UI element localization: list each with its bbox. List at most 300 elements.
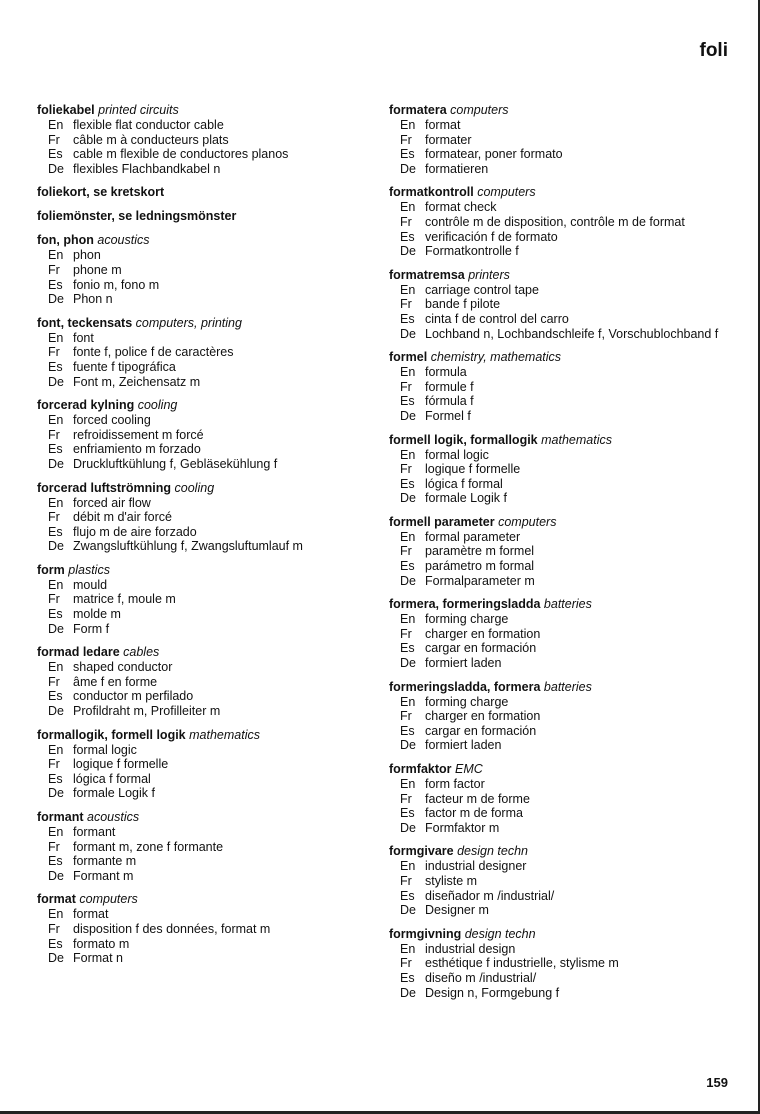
language-code: En: [400, 941, 416, 956]
headword: foliemönster,: [37, 209, 115, 224]
translation-line: [389, 738, 739, 753]
subject-field: printed circuits: [98, 103, 179, 117]
translation-line: [37, 786, 367, 801]
translation-text: factor m de forma: [425, 806, 523, 821]
translation-line: [389, 544, 739, 559]
translation-line: [389, 627, 739, 642]
language-code: Es: [400, 970, 415, 985]
entry-head: [37, 892, 367, 907]
translation-line: [37, 147, 367, 162]
translation-text: bande f pilote: [425, 297, 501, 312]
translation-line: [37, 607, 367, 622]
translation-line: [37, 854, 367, 869]
headword: foliekabel: [37, 103, 95, 117]
language-code: De: [400, 820, 416, 835]
translation-text: Zwangsluftkühlung f, Zwangsluftumlauf m: [73, 539, 303, 554]
headword: forcerad luftströmning: [37, 480, 172, 495]
subject-field: computers: [450, 103, 509, 117]
translation-text: formiert laden: [425, 738, 502, 753]
language-code: En: [400, 365, 416, 380]
headword: formad ledare: [37, 645, 120, 660]
translation-text: contrôle m de disposition, contrôle m de format: [425, 214, 685, 229]
translation-text: facteur m de forme: [425, 791, 530, 806]
translation-text: carriage control tape: [425, 282, 539, 297]
headword: formfaktor: [389, 762, 452, 776]
language-code: Fr: [400, 462, 412, 477]
translation-text: styliste m: [425, 873, 478, 888]
translation-line: [389, 903, 739, 918]
translation-line: [389, 956, 739, 971]
translation-text: Phon n: [73, 292, 113, 307]
language-code: De: [400, 738, 416, 753]
entry-head: [389, 103, 739, 118]
entry-head: [389, 433, 739, 448]
language-code: En: [48, 742, 64, 757]
translation-line: [37, 622, 367, 637]
translation-line: [389, 612, 739, 627]
translation-line: [37, 937, 367, 952]
entry-head: [389, 515, 739, 530]
dictionary-entry: [389, 515, 739, 588]
language-code: Fr: [48, 427, 60, 442]
translation-line: [389, 365, 739, 380]
language-code: Es: [48, 524, 63, 539]
subject-field: acoustics: [87, 810, 140, 824]
translation-line: [389, 380, 739, 395]
translation-text: formater: [425, 132, 472, 147]
translation-text: formant: [73, 825, 116, 839]
translation-line: [389, 530, 739, 545]
language-code: Es: [48, 442, 63, 457]
translation-text: lógica f formal: [425, 476, 503, 491]
translation-text: fonio m, fono m: [73, 277, 160, 292]
translation-text: format: [73, 907, 109, 922]
entry-head: [37, 728, 367, 743]
translation-line: [389, 162, 739, 177]
language-code: En: [400, 694, 416, 709]
translation-text: Formatkontrolle f: [425, 244, 519, 259]
language-code: De: [48, 161, 64, 176]
translation-line: [37, 757, 367, 772]
translation-line: [389, 942, 739, 957]
translation-text: Formalparameter m: [425, 573, 535, 588]
subject-field: design techn: [464, 926, 536, 941]
translation-line: [389, 874, 739, 889]
dictionary-entry: [37, 209, 367, 224]
language-code: Fr: [48, 674, 60, 689]
language-code: Es: [48, 277, 63, 292]
dictionary-entry: [37, 481, 367, 554]
translation-line: [389, 244, 739, 259]
subject-field: cooling: [174, 480, 215, 495]
entry-head: [37, 209, 367, 224]
translation-line: [389, 215, 739, 230]
translation-line: [37, 360, 367, 375]
language-code: Es: [400, 394, 415, 409]
language-code: De: [48, 292, 64, 307]
subject-field: computers: [79, 892, 138, 907]
dictionary-entry: [389, 433, 739, 506]
language-code: De: [48, 704, 64, 719]
language-code: Es: [400, 641, 415, 656]
headword: format: [37, 892, 76, 907]
translation-line: [389, 777, 739, 792]
language-code: Es: [400, 476, 415, 491]
language-code: De: [48, 374, 64, 389]
subject-field: cooling: [137, 398, 178, 413]
dictionary-entry: [389, 185, 739, 258]
translation-text: câble m à conducteurs plats: [73, 132, 229, 147]
translation-text: diseño m /industrial/: [425, 970, 537, 985]
dictionary-entry: [389, 680, 739, 753]
right-column: [389, 103, 739, 1009]
headword: fon, phon: [37, 233, 94, 248]
translation-text: fonte f, police f de caractères: [73, 345, 234, 360]
translation-text: format: [425, 118, 461, 132]
dictionary-entry: [37, 316, 367, 389]
entry-head: [389, 762, 739, 777]
translation-text: formatieren: [425, 161, 489, 176]
language-code: Fr: [48, 757, 60, 772]
dictionary-entry: [389, 350, 739, 423]
language-code: Fr: [400, 297, 412, 312]
subject-field: mathematics: [189, 727, 260, 742]
translation-text: phone m: [73, 262, 122, 277]
translation-line: [37, 162, 367, 177]
translation-text: paramètre m formel: [425, 544, 535, 559]
language-code: De: [400, 985, 416, 1000]
translation-line: [37, 907, 367, 922]
page-number: 159: [706, 1075, 728, 1090]
translation-line: [37, 442, 367, 457]
dictionary-entry: [37, 185, 367, 200]
language-code: De: [400, 161, 416, 176]
entry-head: [389, 185, 739, 200]
subject-field: cables: [123, 645, 160, 660]
translation-line: [37, 428, 367, 443]
language-code: Fr: [48, 132, 60, 147]
translation-text: lógica f formal: [73, 771, 151, 786]
translation-line: [389, 462, 739, 477]
language-code: De: [400, 656, 416, 671]
language-code: De: [400, 326, 416, 341]
translation-line: [389, 133, 739, 148]
translation-text: Formant m: [73, 868, 134, 883]
translation-text: forming charge: [425, 612, 509, 627]
language-code: Fr: [400, 709, 412, 724]
translation-line: [37, 578, 367, 593]
translation-line: [389, 147, 739, 162]
headword: formgivare: [389, 844, 454, 859]
translation-text: flexible flat conductor cable: [73, 118, 224, 132]
translation-line: [37, 457, 367, 472]
dictionary-entry: [37, 645, 367, 718]
translation-text: Design n, Formgebung f: [425, 985, 560, 1000]
translation-text: formal logic: [425, 447, 489, 462]
dictionary-entry: [389, 103, 739, 176]
entry-head: [37, 316, 367, 331]
language-code: Es: [48, 359, 63, 374]
translation-line: [389, 283, 739, 298]
translation-text: logique f formelle: [73, 757, 169, 772]
translation-line: [37, 704, 367, 719]
headword: foliekort,: [37, 185, 90, 200]
translation-line: [37, 525, 367, 540]
subject-field: batteries: [543, 679, 592, 694]
translation-line: [389, 792, 739, 807]
translation-line: [389, 695, 739, 710]
language-code: En: [48, 248, 64, 263]
language-code: En: [400, 118, 416, 132]
translation-text: industrial design: [425, 941, 516, 956]
dictionary-entry: [37, 810, 367, 883]
language-code: Fr: [400, 956, 412, 971]
dictionary-entry: [389, 597, 739, 670]
language-code: Fr: [48, 345, 60, 360]
subject-field: mathematics: [541, 432, 612, 447]
headword: formel: [389, 350, 428, 365]
translation-text: disposition f des données, format m: [73, 921, 271, 936]
translation-line: [389, 409, 739, 424]
translation-text: forced cooling: [73, 413, 151, 428]
dictionary-entry: [389, 927, 739, 1000]
translation-line: [389, 971, 739, 986]
translation-text: formule f: [425, 379, 474, 394]
translation-line: [37, 660, 367, 675]
translation-line: [389, 889, 739, 904]
translation-line: [389, 821, 739, 836]
translation-text: Form f: [73, 621, 110, 636]
translation-line: [37, 345, 367, 360]
translation-line: [389, 859, 739, 874]
dictionary-entry: [37, 892, 367, 965]
entry-head: [389, 844, 739, 859]
headword: formeringsladda, formera: [389, 679, 541, 694]
subject-field: design techn: [457, 844, 528, 859]
language-code: De: [400, 903, 416, 918]
translation-line: [37, 840, 367, 855]
language-code: De: [48, 456, 64, 471]
translation-line: [389, 327, 739, 342]
translation-text: formale Logik f: [73, 786, 155, 801]
dictionary-entry: [37, 563, 367, 636]
language-code: En: [48, 907, 64, 922]
translation-line: [37, 278, 367, 293]
translation-line: [389, 448, 739, 463]
translation-text: fórmula f: [425, 394, 474, 409]
language-code: En: [48, 660, 64, 675]
translation-text: matrice f, moule m: [73, 592, 176, 607]
translation-text: formal parameter: [425, 529, 521, 544]
translation-line: [37, 133, 367, 148]
translation-text: font: [73, 330, 94, 345]
language-code: Es: [400, 147, 415, 162]
entry-head: [37, 185, 367, 200]
language-code: Fr: [48, 262, 60, 277]
entry-head: [37, 481, 367, 496]
dictionary-entry: [389, 268, 739, 341]
translation-line: [389, 394, 739, 409]
translation-line: [37, 375, 367, 390]
language-code: En: [400, 529, 416, 544]
cross-reference: se ledningsmönster: [118, 209, 237, 224]
translation-line: [389, 312, 739, 327]
translation-line: [37, 331, 367, 346]
translation-line: [37, 869, 367, 884]
translation-text: enfriamiento m forzado: [73, 442, 201, 457]
translation-text: charger en formation: [425, 709, 541, 724]
subject-field: acoustics: [97, 233, 150, 248]
translation-text: flujo m de aire forzado: [73, 524, 197, 539]
subject-field: computers, printing: [135, 315, 242, 330]
translation-text: cargar en formación: [425, 641, 537, 656]
headword: form: [37, 562, 65, 577]
translation-line: [37, 496, 367, 511]
translation-line: [389, 574, 739, 589]
translation-text: Druckluftkühlung f, Gebläsekühlung f: [73, 456, 278, 471]
translation-text: format check: [425, 200, 497, 215]
language-code: En: [48, 118, 64, 132]
translation-text: âme f en forme: [73, 674, 158, 689]
translation-text: refroidissement m forcé: [73, 427, 204, 442]
language-code: De: [400, 491, 416, 506]
translation-line: [37, 825, 367, 840]
translation-text: Designer m: [425, 903, 489, 918]
translation-text: formula: [425, 365, 467, 380]
translation-text: cinta f de control del carro: [425, 311, 569, 326]
entry-head: [389, 680, 739, 695]
language-code: Fr: [48, 839, 60, 854]
language-code: Fr: [400, 214, 412, 229]
entry-head: [389, 927, 739, 942]
translation-line: [37, 248, 367, 263]
language-code: Es: [48, 607, 63, 622]
language-code: Es: [400, 229, 415, 244]
headword: formatkontroll: [389, 185, 474, 200]
language-code: Fr: [400, 132, 412, 147]
entry-head: [37, 810, 367, 825]
language-code: En: [48, 413, 64, 428]
headword: forcerad kylning: [37, 398, 135, 413]
translation-line: [37, 118, 367, 133]
dictionary-entry: [37, 103, 367, 176]
language-code: De: [48, 868, 64, 883]
language-code: Es: [400, 311, 415, 326]
headword: formallogik, formell logik: [37, 727, 186, 742]
language-code: De: [48, 621, 64, 636]
entry-head: [37, 645, 367, 660]
translation-text: charger en formation: [425, 626, 541, 641]
translation-text: shaped conductor: [73, 660, 173, 675]
dictionary-entry: [37, 728, 367, 801]
headword: formera, formeringsladda: [389, 597, 541, 612]
language-code: En: [400, 447, 416, 462]
subject-field: plastics: [68, 562, 110, 577]
translation-text: diseñador m /industrial/: [425, 888, 555, 903]
entry-head: [37, 563, 367, 578]
translation-line: [37, 592, 367, 607]
translation-text: formato m: [73, 936, 130, 951]
language-code: En: [48, 330, 64, 345]
translation-line: [37, 539, 367, 554]
language-code: En: [400, 859, 416, 874]
translation-line: [389, 724, 739, 739]
dictionary-entry: [37, 233, 367, 306]
language-code: Es: [48, 689, 63, 704]
language-code: Fr: [400, 873, 412, 888]
cross-reference: se kretskort: [93, 185, 165, 200]
translation-text: industrial designer: [425, 859, 527, 874]
language-code: De: [400, 573, 416, 588]
language-code: Es: [48, 771, 63, 786]
language-code: Es: [48, 854, 63, 869]
translation-line: [389, 200, 739, 215]
translation-text: verificación f de formato: [425, 229, 558, 244]
translation-line: [389, 656, 739, 671]
headword: formell parameter: [389, 514, 495, 529]
language-code: Fr: [48, 510, 60, 525]
headword: formant: [37, 810, 84, 824]
translation-line: [389, 986, 739, 1001]
headword: formgivning: [389, 926, 462, 941]
entry-head: [389, 597, 739, 612]
translation-text: formatear, poner formato: [425, 147, 563, 162]
language-code: Es: [400, 559, 415, 574]
entry-head: [389, 268, 739, 283]
translation-line: [389, 641, 739, 656]
translation-text: formante m: [73, 854, 137, 869]
translation-text: flexibles Flachbandkabel n: [73, 161, 221, 176]
entry-head: [389, 350, 739, 365]
headword: formell logik, formallogik: [389, 432, 538, 447]
running-head: foli: [699, 40, 728, 61]
dictionary-entry: [37, 398, 367, 471]
translation-line: [37, 772, 367, 787]
translation-line: [37, 743, 367, 758]
translation-text: cargar en formación: [425, 723, 537, 738]
language-code: De: [400, 244, 416, 259]
language-code: De: [48, 786, 64, 801]
translation-line: [37, 689, 367, 704]
translation-text: formal logic: [73, 742, 137, 757]
translation-line: [37, 292, 367, 307]
language-code: En: [48, 825, 64, 839]
language-code: Fr: [48, 921, 60, 936]
language-code: Es: [400, 806, 415, 821]
language-code: Fr: [400, 379, 412, 394]
translation-text: molde m: [73, 607, 121, 622]
language-code: De: [400, 408, 416, 423]
dictionary-entry: [389, 844, 739, 917]
language-code: En: [48, 577, 64, 592]
translation-text: esthétique f industrielle, stylisme m: [425, 956, 619, 971]
translation-line: [389, 709, 739, 724]
language-code: Es: [48, 147, 63, 162]
translation-text: form factor: [425, 777, 485, 791]
translation-text: logique f formelle: [425, 462, 521, 477]
headword: formatera: [389, 103, 447, 117]
headword: formatremsa: [389, 267, 465, 282]
language-code: De: [48, 539, 64, 554]
language-code: Es: [400, 723, 415, 738]
entry-head: [37, 398, 367, 413]
translation-text: formiert laden: [425, 656, 502, 671]
translation-text: débit m d'air forcé: [73, 510, 172, 525]
language-code: En: [400, 777, 416, 791]
dictionary-entry: [389, 762, 739, 835]
translation-line: [389, 118, 739, 133]
translation-text: forced air flow: [73, 495, 151, 510]
